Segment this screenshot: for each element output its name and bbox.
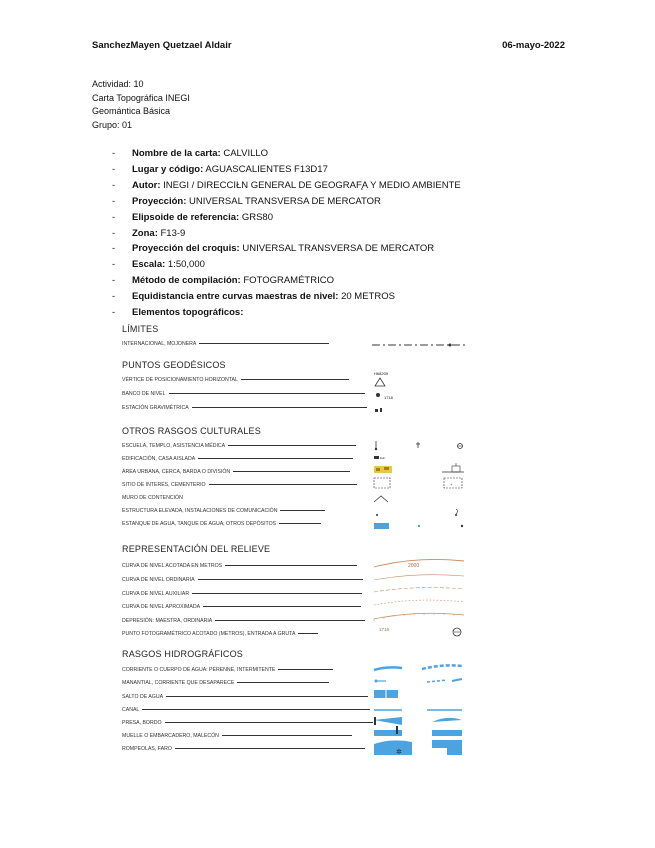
leader-line bbox=[165, 722, 373, 723]
legend-item bbox=[122, 617, 365, 626]
page-header bbox=[92, 40, 565, 54]
depression-contour-icon bbox=[374, 613, 464, 621]
border-symbol-icon bbox=[372, 340, 467, 350]
property-label: Proyección del croquis: bbox=[132, 243, 240, 255]
legend-item bbox=[122, 442, 356, 451]
legend-item bbox=[122, 603, 361, 612]
spring-icon bbox=[375, 680, 387, 683]
legend-item bbox=[122, 590, 362, 599]
topographic-legend bbox=[122, 320, 467, 770]
list-item: - Lugar y código: AGUASCALIENTES F13D17 bbox=[112, 163, 328, 175]
list-item: - Equidistancia entre curvas maestras de nivel: 20 METROS bbox=[112, 291, 395, 303]
group-line: Grupo: 01 bbox=[92, 119, 133, 130]
list-item: - Autor: INEGI / DIRECCIŁN GENERAL DE GEOGRAF̧A Y MEDIO AMBIENTE bbox=[112, 179, 461, 191]
legend-item bbox=[122, 666, 333, 675]
legend-item bbox=[122, 719, 373, 728]
leader-line bbox=[280, 510, 325, 511]
legend-item-label: DEPRESIÓN: MAESTRA, ORDINARIA bbox=[122, 618, 213, 624]
legend-item-label: VÉRTICE DE POSICIONAMIENTO HORIZONTAL bbox=[122, 377, 238, 383]
property-value: UNIVERSAL TRANSVERSA DE MERCATOR bbox=[239, 243, 435, 255]
elevated-structure-icon bbox=[376, 514, 378, 516]
leader-line bbox=[233, 471, 350, 472]
leader-line bbox=[225, 565, 357, 566]
property-label: Nombre de la carta: bbox=[132, 148, 221, 159]
legend-item bbox=[122, 706, 370, 715]
leader-line bbox=[142, 709, 370, 710]
hospital-icon bbox=[458, 444, 463, 449]
legend-item-label: SITIO DE INTERÉS, CEMENTERIO bbox=[122, 482, 206, 488]
author-name: SanchezMayen Quetzael Aldair bbox=[92, 40, 232, 51]
legend-item-label: EDIFICACIÓN, CASA AISLADA bbox=[122, 456, 196, 462]
leader-line bbox=[298, 633, 318, 634]
property-label: Elipsoide de referencia: bbox=[132, 211, 240, 223]
leader-line bbox=[228, 445, 356, 446]
leader-line bbox=[215, 620, 365, 621]
dam-icon bbox=[374, 717, 462, 725]
legend-item bbox=[122, 745, 365, 754]
list-item: - Elipsoide de referencia: GRS80 bbox=[112, 211, 273, 223]
property-label: Autor: bbox=[132, 179, 161, 191]
property-label: Escala: bbox=[132, 259, 166, 271]
legend-item bbox=[122, 507, 325, 516]
property-label: Método de compilación: bbox=[132, 275, 241, 287]
property-label: Zona: bbox=[132, 227, 158, 239]
document-date: 06-mayo-2022 bbox=[502, 40, 565, 51]
list-item: - Proyección del croquis: UNIVERSAL TRANSVERSA DE MERCATOR bbox=[112, 243, 435, 255]
legend-item-label: CURVA DE NIVEL APROXIMADA bbox=[122, 604, 201, 610]
section-title-hidrograficos: RASGOS HIDROGRÁFICOS bbox=[122, 649, 244, 659]
legend-item bbox=[122, 455, 353, 464]
legend-item bbox=[122, 376, 349, 385]
legend-item bbox=[122, 630, 318, 639]
subject-line: Geomántica Básica bbox=[92, 106, 171, 116]
auxiliary-contour-icon bbox=[374, 588, 464, 592]
property-value: AGUASCALIENTES F13D17 bbox=[203, 163, 328, 175]
benchmark-label: 1718 bbox=[384, 395, 393, 400]
legend-item-label: ROMPEOLAS, FARO bbox=[122, 746, 172, 752]
leader-line bbox=[241, 379, 349, 380]
svg-text:✲: ✲ bbox=[396, 749, 402, 756]
legend-item bbox=[122, 404, 367, 413]
legend-item bbox=[122, 494, 183, 503]
lighthouse-icon bbox=[396, 748, 402, 756]
map-properties-list bbox=[112, 146, 461, 321]
section-title-relieve: REPRESENTACIÓN DEL RELIEVE bbox=[122, 544, 271, 554]
legend-item bbox=[122, 679, 329, 688]
legend-item-label: CORRIENTE O CUERPO DE AGUA: PERENNE, INTERMITENTE bbox=[122, 667, 276, 673]
legend-item-label: SALTO DE AGUA bbox=[122, 694, 164, 700]
legend-item bbox=[122, 340, 329, 349]
fence-icon bbox=[442, 463, 464, 472]
section-title-puntos: PUNTOS GEODÉSICOS bbox=[122, 360, 226, 370]
hydro-symbols bbox=[372, 660, 467, 770]
leader-line bbox=[198, 579, 363, 580]
leader-line bbox=[198, 458, 353, 459]
legend-item-label: PRESA, BORDO bbox=[122, 720, 162, 726]
cave-entrance-icon bbox=[453, 628, 461, 636]
list-item: - Elementos topográficos: bbox=[112, 307, 244, 319]
legend-item-label: ESTACIÓN GRAVIMÉTRICA bbox=[122, 405, 189, 411]
school-icon bbox=[375, 441, 377, 450]
svg-text:Edn: Edn bbox=[380, 456, 386, 460]
cemetery-icon bbox=[444, 478, 462, 488]
spot-height-label: 1716 bbox=[379, 627, 390, 632]
ordinary-contour-icon bbox=[374, 575, 464, 580]
legend-item bbox=[122, 481, 357, 490]
property-label: Elementos topográficos: bbox=[132, 307, 244, 319]
list-item: - Método de compilación: FOTOGRAMÉTRICO bbox=[112, 275, 334, 287]
list-item: - Zona: F13-9 bbox=[112, 227, 186, 239]
leader-line bbox=[279, 523, 321, 524]
waterfall-icon bbox=[374, 690, 398, 698]
property-value: 20 METROS bbox=[338, 291, 395, 303]
legend-item-label: MUELLE O EMBARCADERO, MALECÓN bbox=[122, 733, 219, 739]
site-of-interest-icon bbox=[374, 478, 390, 488]
legend-item bbox=[122, 520, 321, 529]
water-tank-icon bbox=[374, 523, 463, 529]
legend-item bbox=[122, 732, 352, 741]
leader-line bbox=[237, 682, 329, 683]
leader-line bbox=[169, 393, 365, 394]
disappearing-stream-icon bbox=[427, 679, 462, 682]
legend-item bbox=[122, 390, 365, 399]
assignment-info bbox=[92, 78, 190, 132]
property-value: GRS80 bbox=[239, 211, 273, 223]
legend-item-label: PUNTO FOTOGRAMÉTRICO ACOTADO (METROS), ENTRADA A GRUTA bbox=[122, 631, 296, 637]
section-title-culturales: OTROS RASGOS CULTURALES bbox=[122, 426, 261, 436]
title-line: Carta Topográfica INEGI bbox=[92, 92, 190, 103]
leader-line bbox=[203, 606, 361, 607]
property-value: CALVILLO bbox=[220, 148, 269, 159]
property-value: INEGI / DIRECCIŁN GENERAL DE GEOGRAF̧A Y MEDIO AMBIENTE bbox=[160, 179, 461, 191]
contour-label: 2000 bbox=[408, 563, 420, 569]
list-item: - Escala: 1:50,000 bbox=[112, 259, 205, 271]
legend-item-label: ESTANQUE DE AGUA, TANQUE DE AGUA, OTROS DEPÓSITOS bbox=[122, 521, 277, 527]
section-title-limites: LÍMITES bbox=[122, 324, 159, 334]
property-label: Proyección: bbox=[132, 195, 187, 207]
perennial-stream-icon bbox=[374, 667, 402, 670]
legend-item-label: CANAL bbox=[122, 707, 140, 713]
legend-item-label: ÁREA URBANA, CERCA, BARDA O DIVISIÓN bbox=[122, 469, 231, 475]
legend-item-label: CURVA DE NIVEL ORDINARIA bbox=[122, 577, 195, 583]
property-label: Equidistancia entre curvas maestras de nivel: bbox=[132, 291, 339, 303]
leader-line bbox=[166, 696, 368, 697]
triangle-icon bbox=[374, 377, 386, 387]
gravity-station-icon bbox=[374, 406, 386, 414]
communication-icon bbox=[455, 509, 458, 516]
svg-text:+: + bbox=[450, 482, 453, 487]
property-value: FOTOGRAMÉTRICO bbox=[240, 275, 334, 287]
legend-item-label: MURO DE CONTENCIÓN bbox=[122, 495, 183, 501]
leader-line bbox=[209, 484, 357, 485]
retaining-wall-icon bbox=[374, 496, 388, 502]
church-icon bbox=[416, 442, 420, 448]
property-value: UNIVERSAL TRANSVERSA DE MERCATOR bbox=[186, 195, 381, 207]
property-value: F13-9 bbox=[157, 227, 186, 239]
legend-item-label: INTERNACIONAL, MOJONERA bbox=[122, 341, 197, 347]
pier-icon bbox=[374, 726, 462, 736]
legend-item bbox=[122, 468, 350, 477]
cultural-symbols bbox=[372, 439, 472, 534]
building-icon bbox=[374, 456, 386, 460]
legend-item-label: CURVA DE NIVEL AUXILIAR bbox=[122, 591, 190, 597]
vertex-label: H68209 bbox=[374, 371, 389, 376]
legend-item-label: BANCO DE NIVEL bbox=[122, 391, 166, 397]
list-item: - Nombre de la carta: CALVILLO bbox=[112, 148, 269, 159]
urban-area-icon bbox=[374, 466, 392, 473]
leader-line bbox=[222, 735, 352, 736]
breakwater-icon bbox=[374, 740, 462, 755]
legend-item-label: ESCUELA, TEMPLO, ASISTENCIA MÉDICA bbox=[122, 443, 226, 449]
legend-item-label: CURVA DE NIVEL ACOTADA EN METROS bbox=[122, 563, 223, 569]
legend-item-label: ESTRUCTURA ELEVADA, INSTALACIONES DE COMUNICACIÓN bbox=[122, 508, 278, 514]
property-value: 1:50,000 bbox=[165, 259, 205, 271]
activity-line: Actividad: 10 bbox=[92, 79, 144, 89]
leader-line bbox=[175, 748, 365, 749]
property-label: Lugar y código: bbox=[132, 163, 204, 175]
leader-line bbox=[278, 669, 333, 670]
benchmark-icon bbox=[374, 391, 382, 399]
approximate-contour-icon bbox=[374, 600, 464, 605]
leader-line bbox=[192, 407, 367, 408]
leader-line bbox=[199, 343, 329, 344]
legend-item-label: MANANTIAL, CORRIENTE QUE DESAPARECE bbox=[122, 680, 235, 686]
legend-item bbox=[122, 693, 368, 702]
leader-line bbox=[192, 593, 362, 594]
list-item: - Proyección: UNIVERSAL TRANSVERSA DE MERCATOR bbox=[112, 195, 381, 207]
legend-item bbox=[122, 576, 363, 585]
legend-item bbox=[122, 562, 357, 571]
intermittent-stream-icon bbox=[422, 665, 462, 669]
